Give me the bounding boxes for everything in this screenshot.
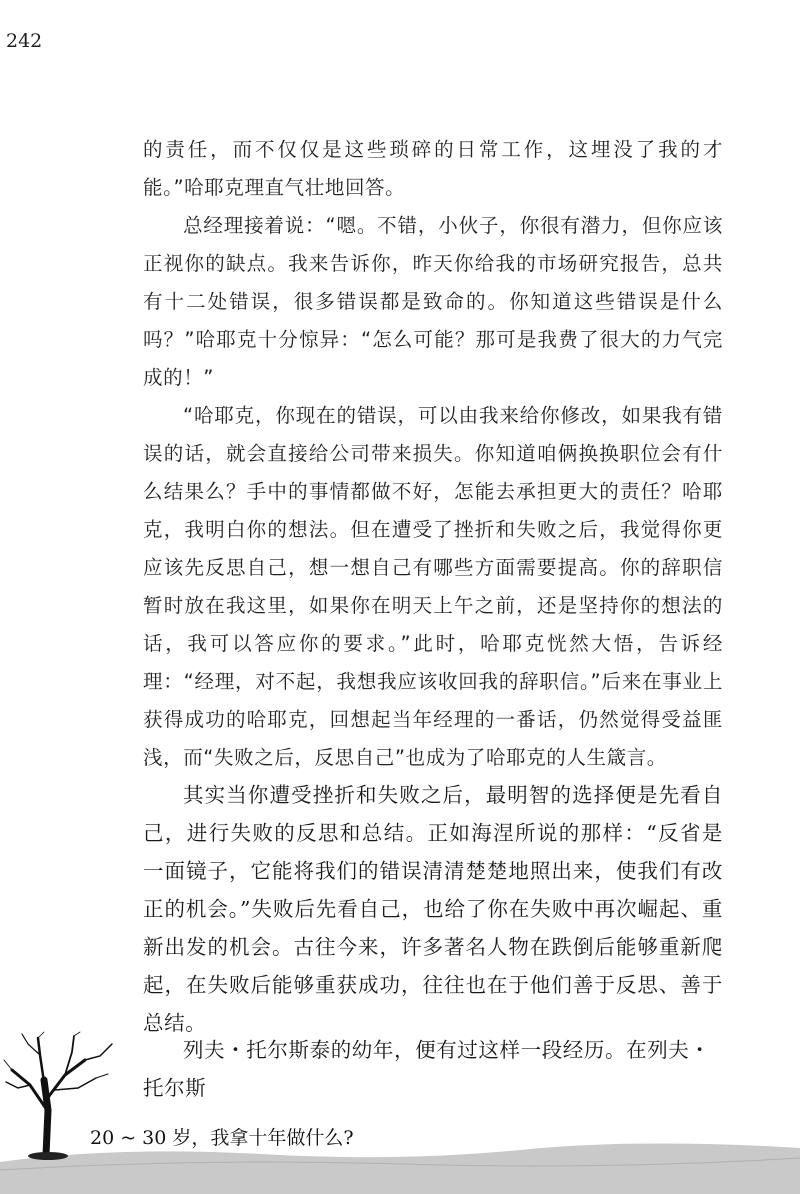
essay-text-block <box>143 776 723 1042</box>
paragraph: 列夫・托尔斯泰的幼年，便有过这样一段经历。在列夫・托尔斯 <box>143 1038 711 1100</box>
paragraph: “哈耶克，你现在的错误，可以由我来给你修改，如果我有错误的话，就会直接给公司带来损失。你知道咱俩换换职位会有什么结果么？手中的事情都做不好，怎能去承担更大的责任？哈耶克，我明白你的想法。但在遭受了挫折和失败之后，我觉得你更应该先反思自己，想一想自己有哪些方面需要提高。你的辞职信暂时放在我这里，如果你在明天上午之前，还是坚持你的想法的话，我可以答应你的要求。”此时，哈耶克恍然大悟，告诉经理：“经理，对不起，我想我应该收回我的辞职信。”后来在事业上获得成功的哈耶克，回想起当年经理的一番话，仍然觉得受益匪浅，而“失败之后，反思自己”也成为了哈耶克的人生箴言。 <box>143 404 723 769</box>
paragraph: 其实当你遭受挫折和失败之后，最明智的选择便是先看自己，进行失败的反思和总结。正如海涅所说的那样：“反省是一面镜子，它能将我们的错误清清楚楚地照出来，使我们有改正的机会。”失败后先看自己，也给了你在失败中再次崛起、重新出发的机会。古往今来，许多著名人物在跌倒后能够重新爬起，在失败后能够重获成功，往往也在于他们善于反思、善于总结。 <box>143 783 723 1035</box>
paragraph: 总经理接着说：“嗯。不错，小伙子，你很有潜力，但你应该正视你的缺点。我来告诉你，昨天你给我的市场研究报告，总共有十二处错误，很多错误都是致命的。你知道这些错误是什么吗？”哈耶克十分惊异：“怎么可能？那可是我费了很大的力气完成的！” <box>143 214 723 389</box>
page-number: 242 <box>6 30 43 52</box>
running-footer-title: 20 ~ 30 岁，我拿十年做什么? <box>90 1127 354 1149</box>
story-text-block <box>143 131 723 777</box>
paragraph: 的责任，而不仅仅是这些琐碎的日常工作，这埋没了我的才能。”哈耶克理直气壮地回答。 <box>143 138 723 199</box>
